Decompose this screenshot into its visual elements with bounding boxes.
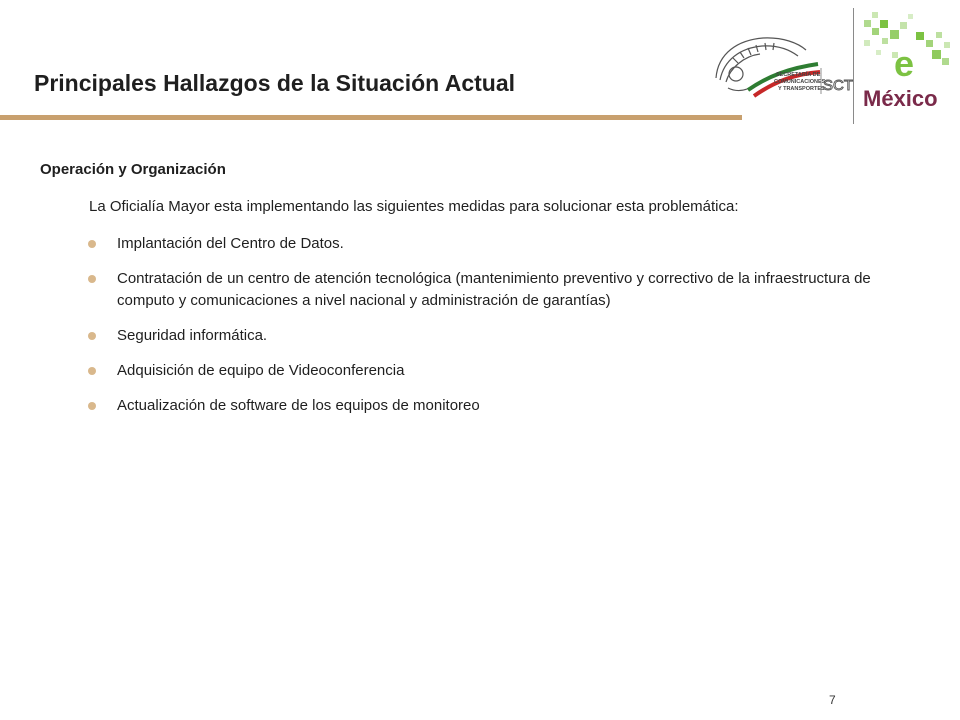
list-item [86, 325, 906, 347]
section-title: Operación y Organización [40, 161, 226, 178]
list-item-text: Implantación del Centro de Datos. [117, 235, 344, 252]
slide-title: Principales Hallazgos de la Situación Actual [34, 70, 516, 96]
list-item-text: Adquisición de equipo de Videoconferencia [117, 362, 405, 379]
bullet-dot-icon [88, 332, 96, 340]
list-item [86, 268, 906, 312]
emexico-wordmark: México [863, 86, 938, 111]
title-underline [0, 115, 742, 120]
sct-name-line1: SECRETARÍA DE [776, 72, 821, 78]
emexico-e-letter: e [894, 43, 915, 84]
measures-list [86, 233, 906, 430]
bullet-dot-icon [88, 367, 96, 375]
bullet-dot-icon [88, 275, 96, 283]
list-item-text: Actualización de software de los equipos de monitoreo [117, 397, 480, 414]
bullet-dot-icon [88, 402, 96, 410]
sct-name-line3: Y TRANSPORTES [778, 86, 825, 92]
sct-abbreviation: SCT [823, 77, 853, 94]
sct-logo [708, 28, 853, 108]
bullet-dot-icon [88, 240, 96, 248]
list-item [86, 395, 906, 417]
page-number: 7 [829, 693, 836, 707]
list-item-text: Contratación de un centro de atención tecnológica (mantenimiento preventivo y correctivo de la infraestructura de computo y comunicaciones a nivel nacional y administración de garantías) [117, 270, 871, 309]
intro-paragraph: La Oficialía Mayor esta implementando las siguientes medidas para solucionar esta problemática: [89, 198, 739, 215]
sct-name-line2: COMUNICACIONES [774, 79, 826, 85]
logo-divider [853, 8, 854, 124]
list-item [86, 233, 906, 255]
list-item-text: Seguridad informática. [117, 327, 268, 344]
header-logos [700, 0, 960, 130]
list-item [86, 360, 906, 382]
